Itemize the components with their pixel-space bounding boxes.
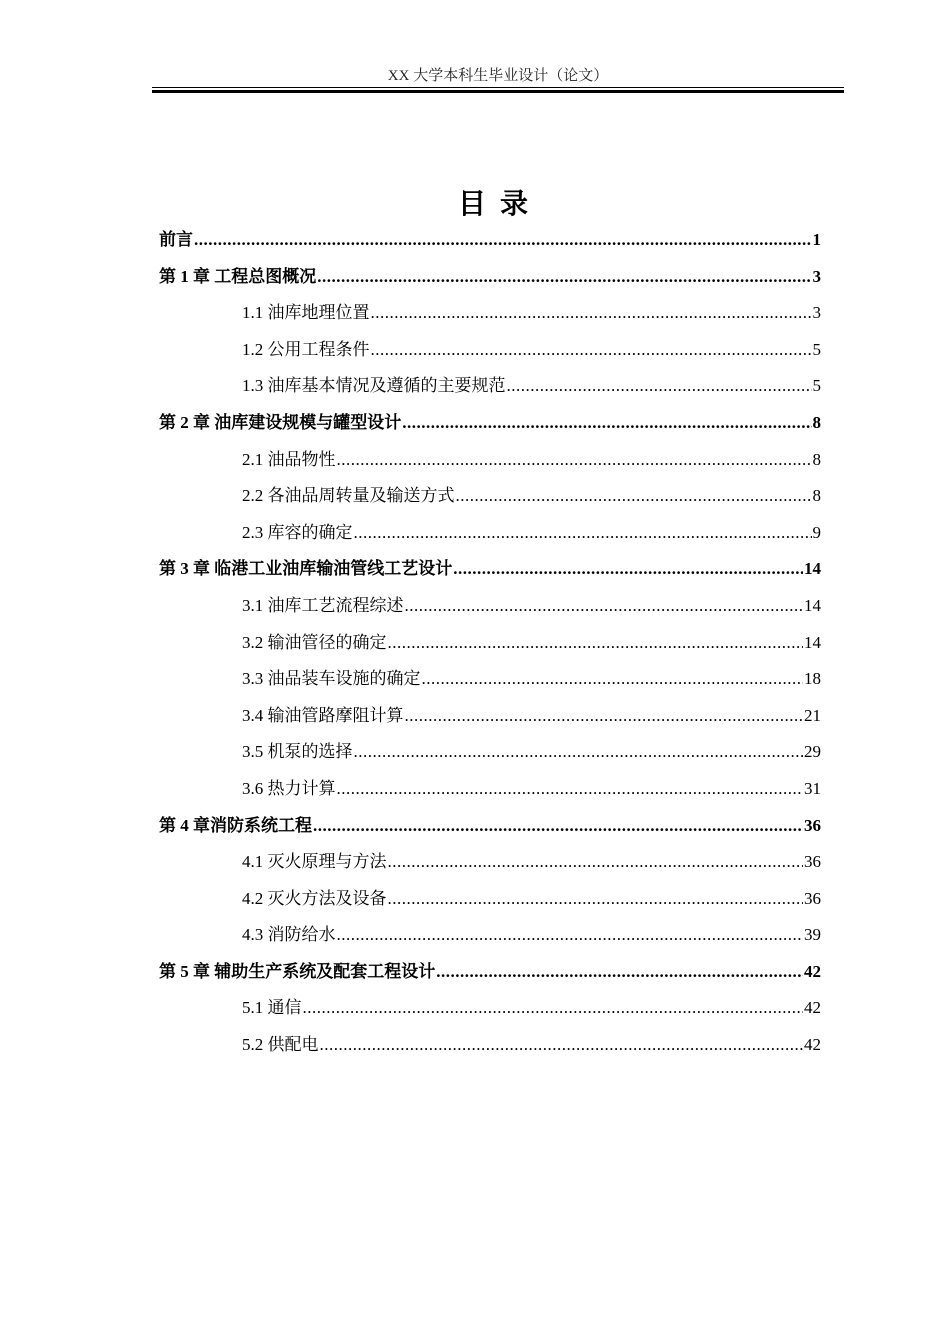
toc-section-entry[interactable]	[159, 661, 821, 698]
toc-entry-page-number: 5	[812, 376, 821, 396]
toc-section-entry[interactable]	[159, 295, 821, 332]
toc-entry-label: 1.2 公用工程条件	[242, 339, 370, 359]
toc-entry-label: 4.3 消防给水	[242, 925, 336, 945]
toc-dot-leader	[453, 551, 803, 588]
toc-entry-page-number: 14	[804, 559, 821, 579]
toc-section-entry[interactable]	[159, 368, 821, 405]
toc-entry-label: 1.3 油库基本情况及遵循的主要规范	[242, 376, 506, 396]
toc-section-entry[interactable]	[159, 625, 821, 662]
toc-entry-page-number: 3	[812, 266, 821, 286]
toc-dot-leader	[354, 734, 804, 771]
toc-chapter-entry[interactable]	[159, 954, 821, 991]
toc-chapter-entry[interactable]	[159, 808, 821, 845]
toc-entry-page-number: 14	[804, 632, 821, 652]
toc-section-entry[interactable]	[159, 771, 821, 808]
header-rule-thick	[152, 90, 844, 93]
toc-dot-leader	[456, 478, 812, 515]
toc-entry-label: 1.1 油库地理位置	[242, 303, 370, 323]
toc-section-entry[interactable]	[159, 881, 821, 918]
toc-section-entry[interactable]	[159, 917, 821, 954]
toc-section-entry[interactable]	[159, 1027, 821, 1064]
toc-entry-label: 第 5 章 辅助生产系统及配套工程设计	[159, 961, 436, 981]
toc-dot-leader	[371, 332, 812, 369]
toc-section-entry[interactable]	[159, 698, 821, 735]
table-of-contents	[159, 222, 821, 1064]
toc-entry-label: 第 2 章 油库建设规模与罐型设计	[159, 412, 402, 432]
toc-entry-label: 第 1 章 工程总图概况	[159, 266, 317, 286]
toc-section-entry[interactable]	[159, 734, 821, 771]
toc-dot-leader	[337, 771, 804, 808]
toc-entry-page-number: 18	[804, 669, 821, 689]
toc-entry-page-number: 31	[804, 778, 821, 798]
toc-dot-leader	[388, 844, 804, 881]
toc-entry-label: 5.2 供配电	[242, 1035, 319, 1055]
toc-section-entry[interactable]	[159, 844, 821, 881]
toc-entry-label: 5.1 通信	[242, 998, 302, 1018]
toc-chapter-entry[interactable]	[159, 405, 821, 442]
toc-entry-page-number: 36	[804, 815, 821, 835]
toc-entry-label: 3.1 油库工艺流程综述	[242, 595, 404, 615]
toc-entry-page-number: 9	[812, 522, 821, 542]
toc-dot-leader	[402, 405, 811, 442]
toc-entry-page-number: 42	[804, 1035, 821, 1055]
toc-entry-page-number: 39	[804, 925, 821, 945]
toc-dot-leader	[337, 917, 804, 954]
toc-entry-label: 2.3 库容的确定	[242, 522, 353, 542]
toc-entry-page-number: 29	[804, 742, 821, 762]
toc-chapter-entry[interactable]	[159, 222, 821, 259]
toc-chapter-entry[interactable]	[159, 551, 821, 588]
toc-entry-label: 3.4 输油管路摩阻计算	[242, 705, 404, 725]
toc-dot-leader	[436, 954, 803, 991]
toc-entry-page-number: 8	[812, 412, 821, 432]
toc-section-entry[interactable]	[159, 478, 821, 515]
toc-dot-leader	[422, 661, 804, 698]
toc-entry-page-number: 5	[812, 339, 821, 359]
toc-dot-leader	[507, 368, 812, 405]
toc-section-entry[interactable]	[159, 990, 821, 1027]
toc-section-entry[interactable]	[159, 332, 821, 369]
toc-title: 目录	[457, 187, 542, 220]
toc-entry-label: 3.3 油品装车设施的确定	[242, 669, 421, 689]
header-rule-thin	[152, 87, 844, 88]
toc-entry-page-number: 36	[804, 852, 821, 872]
toc-dot-leader	[320, 1027, 804, 1064]
toc-dot-leader	[337, 442, 812, 479]
toc-dot-leader	[313, 808, 803, 845]
toc-dot-leader	[317, 259, 811, 296]
toc-entry-page-number: 3	[812, 303, 821, 323]
toc-entry-page-number: 14	[804, 595, 821, 615]
toc-entry-label: 4.1 灭火原理与方法	[242, 852, 387, 872]
toc-dot-leader	[388, 881, 804, 918]
toc-entry-page-number: 21	[804, 705, 821, 725]
toc-entry-page-number: 42	[804, 998, 821, 1018]
page-header: XX 大学本科生毕业设计（论文）	[387, 68, 609, 84]
toc-entry-label: 2.1 油品物性	[242, 449, 336, 469]
toc-dot-leader	[194, 222, 812, 259]
toc-section-entry[interactable]	[159, 588, 821, 625]
toc-entry-page-number: 42	[804, 961, 821, 981]
toc-section-entry[interactable]	[159, 515, 821, 552]
toc-entry-page-number: 36	[804, 888, 821, 908]
toc-dot-leader	[405, 588, 804, 625]
toc-dot-leader	[303, 990, 804, 1027]
toc-chapter-entry[interactable]	[159, 259, 821, 296]
toc-entry-label: 3.5 机泵的选择	[242, 742, 353, 762]
toc-entry-label: 第 4 章消防系统工程	[159, 815, 312, 835]
toc-entry-label: 3.6 热力计算	[242, 778, 336, 798]
toc-entry-label: 前言	[159, 230, 193, 249]
toc-entry-label: 3.2 输油管径的确定	[242, 632, 387, 652]
toc-entry-page-number: 8	[812, 449, 821, 469]
toc-dot-leader	[371, 295, 812, 332]
toc-entry-label: 2.2 各油品周转量及输送方式	[242, 486, 455, 506]
toc-dot-leader	[405, 698, 804, 735]
toc-entry-page-number: 1	[812, 230, 821, 249]
toc-dot-leader	[354, 515, 812, 552]
toc-section-entry[interactable]	[159, 442, 821, 479]
toc-entry-label: 4.2 灭火方法及设备	[242, 888, 387, 908]
toc-entry-page-number: 8	[812, 486, 821, 506]
toc-entry-label: 第 3 章 临港工业油库输油管线工艺设计	[159, 559, 453, 579]
toc-dot-leader	[388, 625, 804, 662]
